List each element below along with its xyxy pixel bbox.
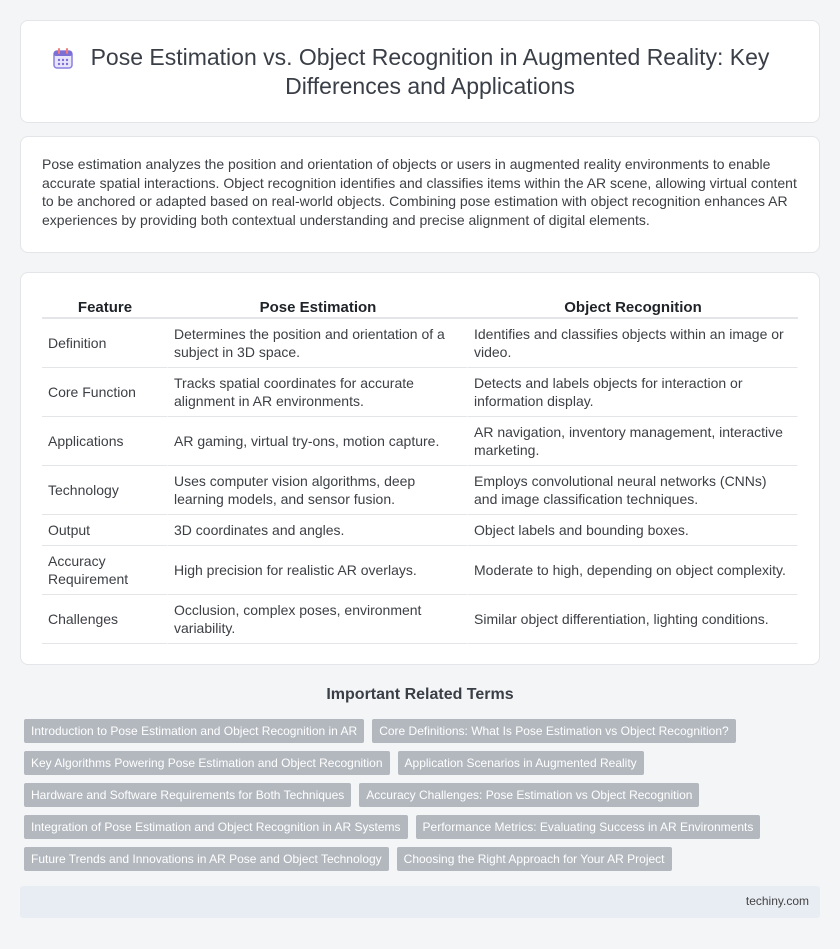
related-term-link[interactable]: Hardware and Software Requirements for Both Techniques: [24, 783, 351, 807]
page-title: Pose Estimation vs. Object Recognition in Augmented Reality: Key Differences and Applications: [90, 44, 770, 99]
column-header-object-recognition: Object Recognition: [468, 297, 798, 319]
related-term-link[interactable]: Core Definitions: What Is Pose Estimation vs Object Recognition?: [372, 719, 736, 743]
table-cell: Output: [42, 515, 168, 546]
table-cell: Detects and labels objects for interaction or information display.: [468, 368, 798, 417]
table-row: [42, 466, 798, 515]
table-cell: Core Function: [42, 368, 168, 417]
intro-card: [20, 136, 820, 253]
header-card: [20, 20, 820, 123]
table-cell: Employs convolutional neural networks (CNNs) and image classification techniques.: [468, 466, 798, 515]
table-row: [42, 546, 798, 595]
site-link[interactable]: techiny.com: [745, 894, 809, 908]
related-terms-list: [24, 719, 804, 871]
comparison-table: [42, 297, 798, 644]
table-row: [42, 515, 798, 546]
table-cell: AR gaming, virtual try-ons, motion capture.: [168, 417, 468, 466]
table-cell: Object labels and bounding boxes.: [468, 515, 798, 546]
column-header-pose-estimation: Pose Estimation: [168, 297, 468, 319]
table-cell: Identifies and classifies objects within an image or video.: [468, 319, 798, 368]
table-header-row: [42, 297, 798, 319]
related-term-link[interactable]: Performance Metrics: Evaluating Success in AR Environments: [416, 815, 761, 839]
table-cell: Accuracy Requirement: [42, 546, 168, 595]
table-cell: Tracks spatial coordinates for accurate alignment in AR environments.: [168, 368, 468, 417]
footer: [20, 886, 820, 918]
table-cell: Occlusion, complex poses, environment variability.: [168, 595, 468, 644]
related-term-link[interactable]: Choosing the Right Approach for Your AR Project: [397, 847, 672, 871]
related-term-link[interactable]: Application Scenarios in Augmented Reality: [398, 751, 644, 775]
related-terms-title: Important Related Terms: [326, 686, 514, 703]
table-row: [42, 417, 798, 466]
column-header-feature: Feature: [42, 297, 168, 319]
table-cell: Moderate to high, depending on object complexity.: [468, 546, 798, 595]
table-cell: Applications: [42, 417, 168, 466]
related-term-link[interactable]: Introduction to Pose Estimation and Object Recognition in AR: [24, 719, 364, 743]
table-cell: Similar object differentiation, lighting conditions.: [468, 595, 798, 644]
table-row: [42, 595, 798, 644]
table-cell: Determines the position and orientation of a subject in 3D space.: [168, 319, 468, 368]
table-cell: 3D coordinates and angles.: [168, 515, 468, 546]
table-cell: Challenges: [42, 595, 168, 644]
comparison-table-card: [20, 272, 820, 665]
related-term-link[interactable]: Accuracy Challenges: Pose Estimation vs Object Recognition: [359, 783, 699, 807]
table-row: [42, 368, 798, 417]
table-row: [42, 319, 798, 368]
table-cell: Technology: [42, 466, 168, 515]
table-cell: Definition: [42, 319, 168, 368]
table-cell: Uses computer vision algorithms, deep learning models, and sensor fusion.: [168, 466, 468, 515]
related-term-link[interactable]: Integration of Pose Estimation and Object Recognition in AR Systems: [24, 815, 408, 839]
related-term-link[interactable]: Future Trends and Innovations in AR Pose and Object Technology: [24, 847, 389, 871]
intro-paragraph: Pose estimation analyzes the position and orientation of objects or users in augmented reality environments to enable accurate spatial interactions. Object recognition identifies and classifies items within the AR scene, allowing virtual content to be anchored or adapted based on real-world objects. Combining pose estimation with object recognition enhances AR experiences by providing both contextual understanding and precise alignment of digital elements.: [42, 156, 797, 228]
table-cell: High precision for realistic AR overlays.: [168, 546, 468, 595]
related-term-link[interactable]: Key Algorithms Powering Pose Estimation and Object Recognition: [24, 751, 390, 775]
table-cell: AR navigation, inventory management, interactive marketing.: [468, 417, 798, 466]
